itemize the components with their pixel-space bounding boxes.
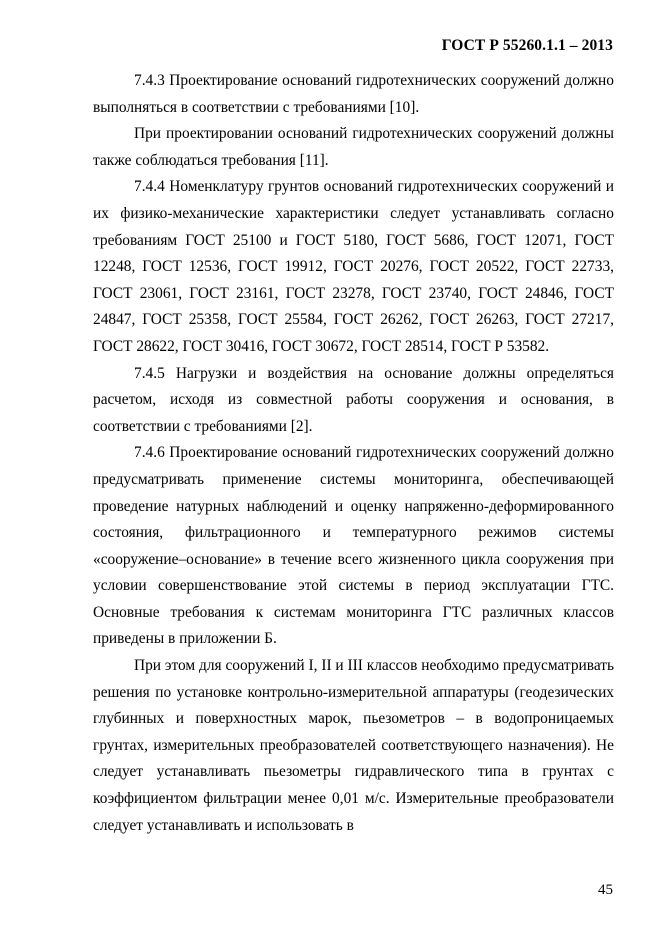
document-header-id: ГОСТ Р 55260.1.1 – 2013 <box>441 37 613 54</box>
page-number: 45 <box>598 882 613 898</box>
paragraph-7-4-4: 7.4.4 Номенклатуру грунтов оснований гидротехнических сооружений и их физико-механические характеристики следует устанавливать согласно требованиям ГОСТ 25100 и ГОСТ 5180, ГОСТ 5686, ГОСТ 12071, ГОСТ 12248, ГОСТ 12536, ГОСТ 19912, ГОСТ 20276, ГОСТ 20522, ГОСТ 22733, ГОСТ 23061, ГОСТ 23161, ГОСТ 23278, ГОСТ 23740, ГОСТ 24846, ГОСТ 24847, ГОСТ 25358, ГОСТ 25584, ГОСТ 26262, ГОСТ 26263, ГОСТ 27217, ГОСТ 28622, ГОСТ 30416, ГОСТ 30672, ГОСТ 28514, ГОСТ Р 53582. <box>93 178 614 355</box>
paragraph-7-4-3: 7.4.3 Проектирование оснований гидротехнических сооружений должно выполняться в соответствии с требованиями [10]. <box>93 72 614 116</box>
paragraph-7-4-3-additional: При проектировании оснований гидротехнических сооружений должны также соблюдаться требования [11]. <box>93 125 614 169</box>
paragraph-7-4-6: 7.4.6 Проектирование оснований гидротехнических сооружений должно предусматривать применение системы мониторинга, обеспечивающей проведение натурных наблюдений и оценку напряженно-деформированного состояния, фильтрационного и температурного режимов системы «сооружение–основание» в течение всего жизненного цикла сооружения при условии совершенствование этой системы в период эксплуатации ГТС. Основные требования к системам мониторинга ГТС различных классов приведены в приложении Б. <box>93 444 614 648</box>
paragraph-7-4-5: 7.4.5 Нагрузки и воздействия на основание должны определяться расчетом, исходя из совместной работы сооружения и основания, в соответствии с требованиями [2]. <box>93 364 614 435</box>
paragraph-7-4-6-continued: При этом для сооружений I, II и III классов необходимо предусматривать решения по установке контрольно-измерительной аппаратуры (геодезических глубинных и поверхностных марок, пьезометров – в водопроницаемых грунтах, измерительных преобразователей соответствующего назначения). Не следует устанавливать пьезометры гидравлического типа в грунтах с коэффициентом фильтрации менее 0,01 м/с. Измерительные преобразователи следует устанавливать и использовать в <box>93 657 614 834</box>
document-body <box>93 68 614 839</box>
